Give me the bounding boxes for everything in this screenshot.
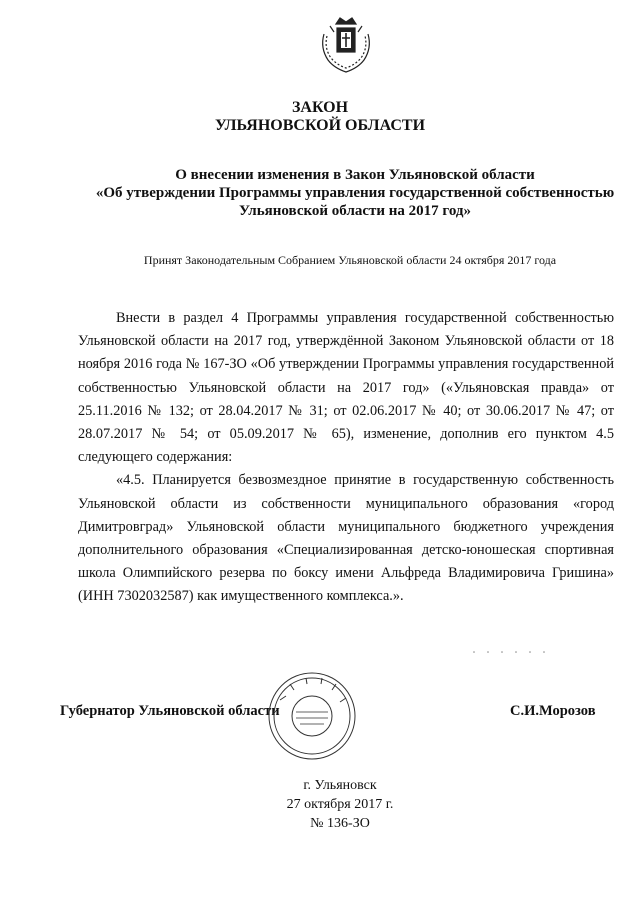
signing-place [220,776,460,833]
round-seal-stamp-icon [266,670,358,762]
adoption-note: Принят Законодательным Собранием Ульяновской области 24 октября 2017 года [143,253,557,267]
decorative-dots [472,650,552,654]
paragraph-clause-4-5: «4.5. Планируется безвозмездное принятие в государственную собственность Ульяновской области из собственности муниципального образования «город Димитровград» Ульяновской области муниципального бюджетного учреждения дополнительного образования «Специализированная детско-юношеская спортивная школа Олимпийского резерва по боксу имени Альфреда Владимировича Гришина» (ИНН 7302032587) как имущественного комплекса.». [78,472,614,605]
law-heading: ЗАКОН [291,99,349,116]
paragraph-amendment: Внести в раздел 4 Программы управления государственной собственностью Ульяновской области на 2017 год, утверждённой Законом Ульяновской области от 18 ноября 2016 года № 167-ЗО «Об утверждении Программы управления государственной собственностью Ульяновской области на 2017 год» («Ульяновская правда» от 25.11.2016 № 132; от 28.04.2017 № 31; от 02.06.2017 № 40; от 30.06.2017 № 47; от 28.07.2017 № 54; от 05.09.2017 № 65), изменение, дополнив его пунктом 4.5 следующего содержания: [78,310,614,466]
region-heading: УЛЬЯНОВСКОЙ ОБЛАСТИ [214,117,426,134]
law-number: № 136-ЗО [310,816,370,831]
subtitle-line-2: «Об утверждении Программы управления государственной собственностью [95,185,615,201]
subtitle-line-3: Ульяновской области на 2017 год» [238,203,472,219]
coat-of-arms-icon [318,14,374,76]
governor-title: Губернатор Ульяновской области [60,703,280,719]
law-body [78,307,614,609]
signing-date: 27 октября 2017 г. [286,797,394,812]
city: г. Ульяновск [303,778,377,793]
governor-name: С.И.Морозов [510,703,596,719]
subtitle-line-1: О внесении изменения в Закон Ульяновской области [175,167,535,183]
